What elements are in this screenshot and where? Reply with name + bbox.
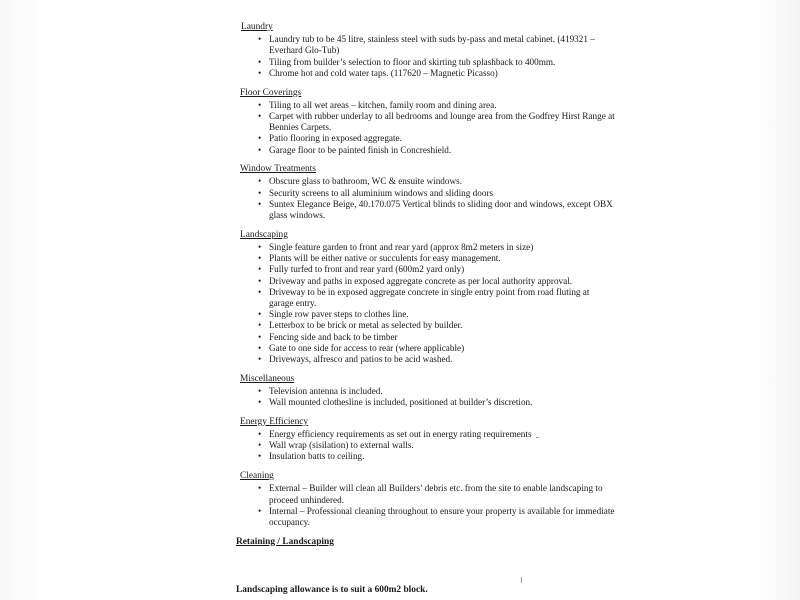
section-heading: Miscellaneous <box>240 373 295 384</box>
list-item: • Security screens to all aluminium windows and sliding doors <box>258 188 616 199</box>
list-item: • Patio flooring in exposed aggregate. <box>258 133 616 144</box>
bullet-list <box>236 176 616 221</box>
section-heading: Laundry <box>241 22 273 32</box>
list-item: • Carpet with rubber underlay to all bedrooms and lounge area from the Godfrey Hirst Range at Bennies Carpets. <box>258 111 616 133</box>
list-item: • Fully turfed to front and rear yard (600m2 yard only) <box>258 264 616 275</box>
section-landscaping <box>236 230 616 365</box>
bullet-list <box>236 242 616 365</box>
list-item: • Single row paver steps to clothes line. <box>258 309 616 320</box>
scan-speck <box>521 577 522 583</box>
list-item: • Wall wrap (sisilation) to external walls. <box>258 440 616 451</box>
section-heading: Cleaning <box>240 471 274 482</box>
list-item: • Insulation batts to ceiling. <box>258 451 616 462</box>
list-item: • Fencing side and back to be timber <box>258 332 616 343</box>
list-item: • External – Builder will clean all Builders’ debris etc. from the site to enable landscaping to proceed unhindered. <box>258 483 616 505</box>
retaining-landscaping-heading: Retaining / Landscaping <box>236 536 334 547</box>
list-item: • Driveway to be in exposed aggregate concrete in single entry point from road fluting at garage entry. <box>258 287 616 309</box>
list-item: • Tiling to all wet areas – kitchen, family room and dining area. <box>258 100 616 111</box>
list-item: • Energy efficiency requirements as set out in energy rating requirements <box>258 429 616 440</box>
list-item: • Single feature garden to front and rear yard (approx 8m2 meters in size) <box>258 242 616 253</box>
list-item: • Obscure glass to bathroom, WC & ensuite windows. <box>258 176 616 187</box>
section-floor-coverings <box>236 88 616 156</box>
section-heading: Landscaping <box>240 229 288 240</box>
bullet-list <box>236 483 616 528</box>
list-item: • Suntex Elegance Beige, 40.170.075 Vertical blinds to sliding door and windows, except OBX glass windows. <box>258 199 616 221</box>
section-miscellaneous <box>236 374 616 409</box>
section-laundry <box>236 22 616 79</box>
section-window-treatments <box>236 164 616 221</box>
list-item: • Driveway and paths in exposed aggregate concrete as per local authority approval. <box>258 276 616 287</box>
bullet-list <box>236 386 616 408</box>
section-energy-efficiency <box>236 417 616 463</box>
list-item: • Chrome hot and cold water taps. (117620 – Magnetic Picasso) <box>258 68 616 79</box>
section-heading: Window Treatments <box>240 164 316 175</box>
list-item: • Television antenna is included. <box>258 386 616 397</box>
bullet-list <box>236 34 616 79</box>
list-item: • Gate to one side for access to rear (where applicable) <box>258 343 616 354</box>
list-item: • Tiling from builder’s selection to floor and skirting tub splashback to 400mm. <box>258 57 616 68</box>
list-item: • Wall mounted clothesline is included, positioned at builder’s discretion. <box>258 397 616 408</box>
section-heading: Energy Efficiency <box>240 416 309 427</box>
scan-speck <box>536 437 539 438</box>
list-item: • Letterbox to be brick or metal as selected by builder. <box>258 320 616 331</box>
section-cleaning <box>236 471 616 528</box>
document-body <box>236 22 616 548</box>
section-heading: Floor Coverings <box>240 87 302 98</box>
list-item: • Driveways, alfresco and patios to be acid washed. <box>258 354 616 365</box>
list-item: • Laundry tub to be 45 litre, stainless steel with suds by-pass and metal cabinet. (419321 – Everhard Glo-Tub) <box>258 34 616 56</box>
list-item: • Internal – Professional cleaning throughout to ensure your property is available for immediate occupancy. <box>258 506 616 528</box>
bullet-list <box>236 429 616 463</box>
landscaping-allowance-note: Landscaping allowance is to suit a 600m2 block. <box>236 585 428 595</box>
list-item: • Plants will be either native or succulents for easy management. <box>258 253 616 264</box>
list-item: • Garage floor to be painted finish in Concreshield. <box>258 145 616 156</box>
bullet-list <box>236 100 616 156</box>
